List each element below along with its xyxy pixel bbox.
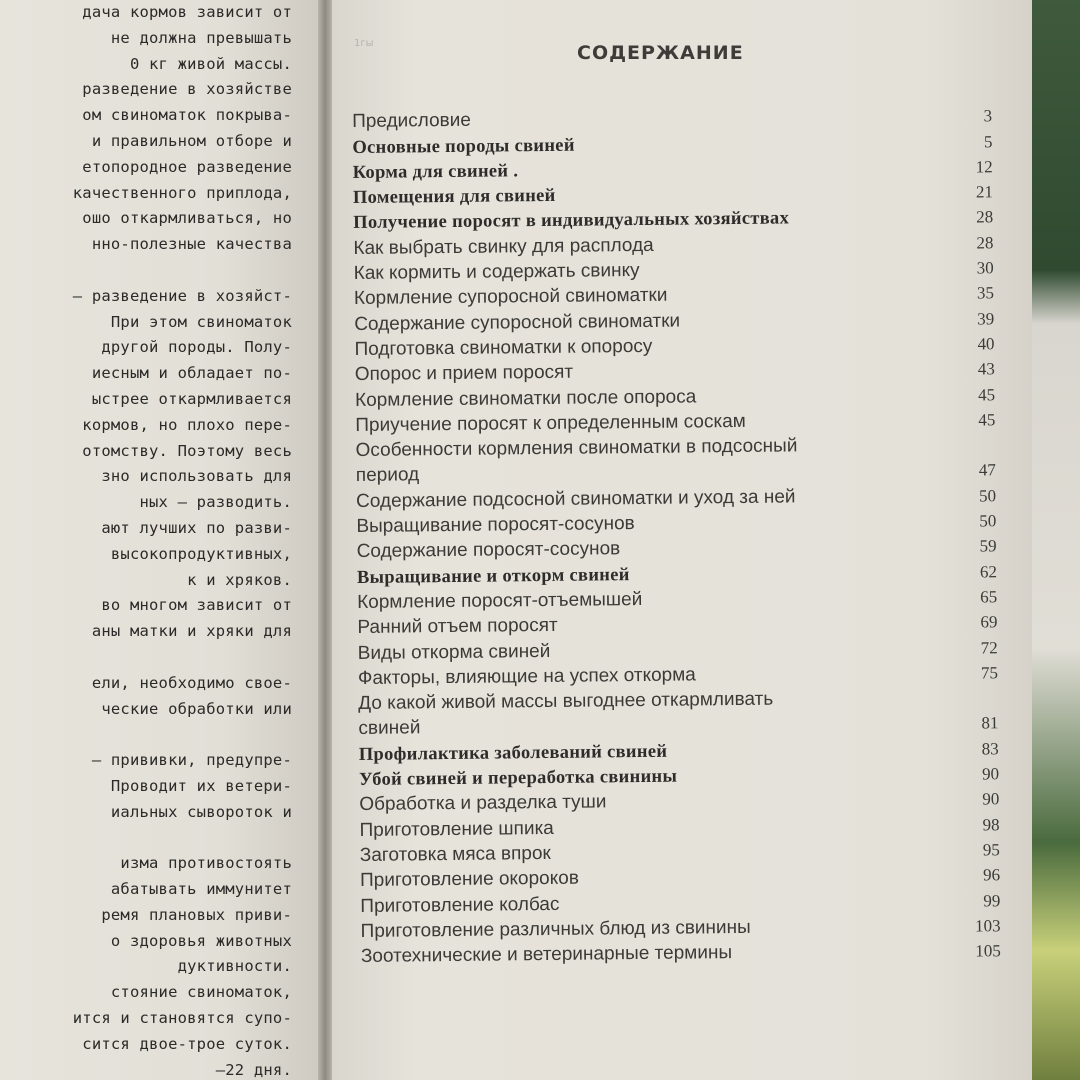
- left-page-line: ом свиноматок покрыва-: [82, 106, 292, 125]
- left-page-line: — прививки, предупре-: [91, 751, 292, 770]
- left-page-line: ится и становятся супо-: [72, 1009, 292, 1028]
- left-page-line: —22 дня.: [215, 1060, 292, 1079]
- toc-entry-title: Приготовление окороков: [359, 867, 579, 892]
- toc-entry-title: Получение поросят в индивидуальных хозяйствах: [353, 208, 790, 234]
- left-page-line: качественного приплода,: [72, 183, 292, 202]
- toc-entry-page: 105: [975, 941, 1001, 961]
- left-page-line: ели, необходимо свое-: [91, 673, 292, 692]
- left-page-line: абатывать иммунитет: [110, 880, 292, 899]
- toc-entry-title: Приучение поросят к определенным соскам: [355, 410, 746, 436]
- left-page-line: разведение в хозяйстве: [82, 80, 292, 99]
- toc-entry-page: 39: [977, 308, 995, 329]
- left-page-line: — разведение в хозяйст-: [72, 286, 292, 305]
- left-page-line: ыстрее откармливается: [91, 389, 292, 408]
- toc-entry-page: 103: [974, 916, 1001, 936]
- toc-entry-title: Основные породы свиней: [352, 135, 575, 158]
- left-page-line: иальных сывороток и: [110, 802, 292, 821]
- left-page-line: другой породы. Полу-: [101, 338, 292, 357]
- left-page-line: Проводит их ветери-: [110, 776, 292, 795]
- left-page-line: аны матки и хряки для: [91, 622, 292, 641]
- left-page-line: ают лучших по разви-: [101, 518, 292, 537]
- left-page-line: етопородное разведение: [82, 157, 292, 176]
- toc-entry-page: 69: [980, 612, 998, 632]
- right-page: [332, 0, 1032, 1080]
- toc-entry-page: 28: [976, 233, 994, 253]
- left-page-line: [0, 826, 292, 852]
- toc-entry-title: Особенности кормления свиноматки в подсосный: [355, 435, 798, 462]
- left-page-line: [0, 258, 292, 284]
- table-of-contents: [352, 101, 1001, 968]
- toc-entry-page: 45: [978, 410, 996, 430]
- toc-entry-page: 62: [979, 561, 997, 582]
- toc-entry-title: Содержание супоросной свиноматки: [354, 310, 681, 335]
- toc-entry-title: Содержание поросят-сосунов: [356, 538, 621, 563]
- toc-entry-page: 50: [979, 511, 997, 531]
- toc-entry-title: Как кормить и содержать свинку: [353, 260, 640, 285]
- toc-entry-page: 47: [978, 460, 996, 480]
- left-page-line: ческие обработки или: [101, 699, 292, 718]
- left-page-line: не должна превышать: [110, 28, 292, 47]
- toc-entry-title: Помещения для свиней: [352, 186, 556, 209]
- toc-entry-title: Убой свиней и переработка свинины: [358, 766, 678, 790]
- left-page-text: [0, 0, 292, 1080]
- toc-entry-page: 98: [982, 814, 1000, 835]
- toc-entry-title: Приготовление различных блюд из свинины: [360, 916, 751, 942]
- book-cover-edge: [1032, 0, 1080, 1080]
- toc-entry-title: Опорос и прием поросят: [354, 361, 574, 386]
- toc-entry-title: Подготовка свиноматки к опоросу: [354, 335, 653, 360]
- toc-entry-title: Как выбрать свинку для расплода: [353, 234, 654, 259]
- toc-entry-title: Корма для свиней .: [352, 161, 519, 183]
- left-page-line: отомству. Поэтому весь: [82, 441, 292, 460]
- left-page-line: высокопродуктивных,: [110, 544, 292, 563]
- book-gutter: [318, 0, 332, 1080]
- toc-entry-page: 12: [975, 157, 993, 177]
- toc-entry-page: 59: [979, 536, 997, 556]
- toc-entry-page: 3: [983, 106, 993, 126]
- left-page-line: При этом свиноматок: [110, 312, 292, 331]
- left-page-line: ошо откармливаться, но: [82, 209, 292, 228]
- left-page-line: ных — разводить.: [139, 493, 292, 512]
- toc-entry-title: период: [355, 464, 420, 487]
- left-page-line: изма противостоять: [120, 854, 292, 873]
- toc-entry-page: 45: [977, 384, 996, 405]
- toc-entry-title: До какой живой массы выгоднее откармливать: [358, 688, 774, 715]
- left-page-line: во многом зависит от: [101, 596, 292, 615]
- left-page: [0, 0, 318, 1080]
- left-page-line: ремя плановых приви-: [101, 905, 292, 924]
- left-page-line: о здоровья животных: [110, 931, 292, 950]
- toc-entry-title: Зоотехнические и ветеринарные термины: [360, 942, 733, 968]
- toc-entry-page: 30: [976, 258, 994, 278]
- left-page-line: [0, 645, 292, 671]
- toc-entry-page: 35: [976, 283, 995, 303]
- left-page-line: сится двое-трое суток.: [82, 1034, 292, 1053]
- toc-entry-title: Обработка и разделка туши: [359, 791, 607, 816]
- left-page-line: 0 кг живой массы.: [129, 54, 292, 73]
- toc-entry-page: 65: [980, 587, 998, 607]
- toc-entry-title: Кормление свиноматки после опороса: [354, 385, 697, 411]
- faint-page-mark: 1гы: [354, 38, 374, 49]
- toc-entry-page: 81: [981, 713, 999, 733]
- toc-entry-page: 95: [982, 840, 1000, 860]
- left-page-line: дача кормов зависит от: [82, 3, 292, 21]
- toc-entry-title: Кормление поросят-отъемышей: [357, 588, 643, 613]
- toc-entry-page: 90: [982, 789, 1000, 809]
- toc-entry-title: Заготовка мяса впрок: [359, 842, 551, 866]
- toc-entry-page: 75: [980, 663, 999, 683]
- toc-entry-page: 50: [978, 486, 997, 506]
- toc-entry-title: свиней: [358, 717, 421, 740]
- toc-entry-page: 5: [983, 131, 993, 151]
- toc-entry-page: 90: [981, 764, 1000, 784]
- left-page-line: и правильном отборе и: [91, 131, 292, 150]
- toc-entry-page: 43: [977, 359, 995, 379]
- toc-entry-title: Виды откорма свиней: [357, 640, 551, 664]
- left-page-line: иесным и обладает по-: [91, 364, 292, 383]
- toc-entry-title: Выращивание поросят-сосунов: [356, 513, 635, 538]
- toc-entry-page: 99: [983, 890, 1001, 910]
- toc-entry-page: 40: [977, 334, 995, 354]
- toc-entry-title: Приготовление шпика: [359, 817, 554, 841]
- left-page-line: стояние свиноматок,: [110, 983, 292, 1002]
- left-page-line: [0, 722, 292, 748]
- toc-entry-title: Приготовление колбас: [360, 893, 560, 917]
- left-page-line: нно-полезные качества: [91, 235, 292, 254]
- toc-entry-title: Предисловие: [352, 110, 471, 133]
- toc-entry-title: Кормление супоросной свиноматки: [353, 285, 668, 310]
- left-page-line: зно использовать для: [101, 467, 292, 486]
- toc-entry-page: 72: [980, 637, 998, 657]
- toc-entry-title: Профилактика заболеваний свиней: [358, 741, 668, 765]
- toc-entry-page: 96: [982, 865, 1001, 885]
- toc-entry-title: Выращивание и откорм свиней: [356, 564, 630, 588]
- left-page-line: к и хряков.: [187, 570, 292, 589]
- toc-entry-page: 83: [981, 738, 999, 759]
- toc-entry-title: Факторы, влияющие на успех откорма: [357, 664, 696, 689]
- toc-entry-page: 28: [976, 207, 994, 227]
- contents-title: СОДЕРЖАНИЕ: [577, 42, 744, 64]
- toc-entry-page: 21: [975, 182, 994, 202]
- left-page-line: дуктивности.: [177, 957, 292, 976]
- toc-entry-title: Содержание подсосной свиноматки и уход за ней: [356, 486, 796, 512]
- toc-entry-title: Ранний отъем поросят: [357, 615, 558, 639]
- left-page-line: кормов, но плохо пере-: [82, 415, 292, 434]
